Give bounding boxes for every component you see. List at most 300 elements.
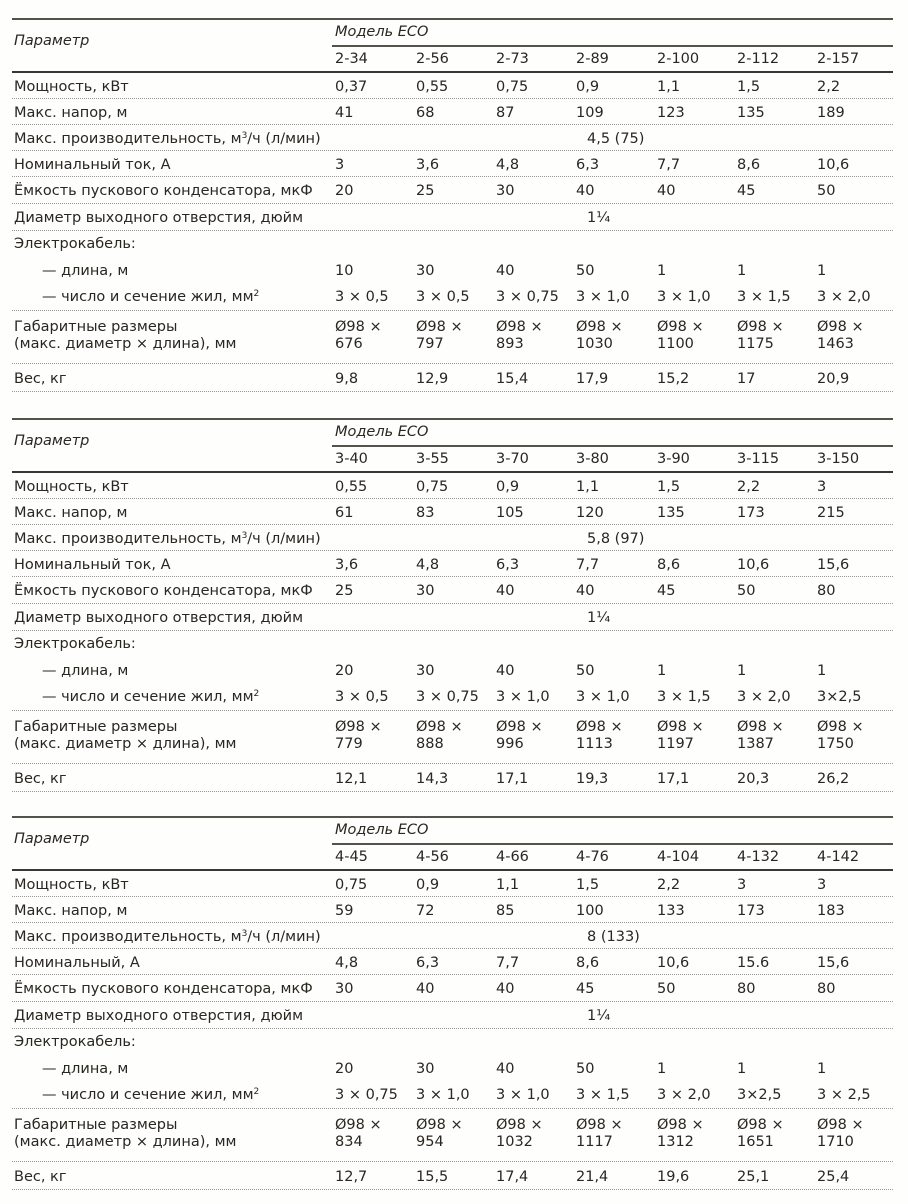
row-label <box>14 130 321 148</box>
model-column-header: 3-115 <box>737 451 780 467</box>
row-value: 17,1 <box>496 771 529 787</box>
header-bottom-rule <box>12 71 893 73</box>
row-value <box>657 1117 704 1151</box>
superscript: 2 <box>253 289 260 299</box>
row-value: 17,9 <box>576 371 609 387</box>
value-line: Ø98 × <box>496 1117 543 1133</box>
value-line: Ø98 × <box>817 719 864 735</box>
row-value: 1,5 <box>657 479 681 495</box>
label-text: — число и сечение жил, мм <box>42 689 254 705</box>
row-value: 6,3 <box>576 157 600 173</box>
row-divider <box>12 763 893 764</box>
row-label: — длина, м <box>42 1061 129 1077</box>
row-label: Номинальный ток, А <box>14 157 171 173</box>
row-value: 3 × 1,0 <box>496 689 550 705</box>
row-value: 0,55 <box>416 79 449 95</box>
row-label: Мощность, кВт <box>14 79 129 95</box>
row-value: 83 <box>416 505 435 521</box>
row-value: 3×2,5 <box>737 1087 782 1103</box>
row-value: 30 <box>335 981 354 997</box>
row-value <box>576 719 623 753</box>
row-value: 8,6 <box>737 157 761 173</box>
value-line: Ø98 × <box>416 1117 463 1133</box>
header-bottom-rule <box>12 471 893 473</box>
row-value: 105 <box>496 505 524 521</box>
row-value: 3 × 0,75 <box>416 689 479 705</box>
row-value: 10,6 <box>657 955 690 971</box>
row-value: 0,75 <box>496 79 529 95</box>
row-value: 4,8 <box>496 157 520 173</box>
row-value: 2,2 <box>817 79 841 95</box>
row-value: 30 <box>416 663 435 679</box>
value-line: Ø98 × <box>817 319 864 335</box>
row-value: 1 <box>657 1061 667 1077</box>
model-column-header: 4-66 <box>496 849 529 865</box>
value-line: Ø98 × <box>576 719 623 735</box>
row-value: 1,5 <box>737 79 761 95</box>
row-label <box>14 928 321 946</box>
row-value: 7,7 <box>496 955 520 971</box>
row-value: 189 <box>817 105 845 121</box>
row-value <box>496 319 543 353</box>
row-value: 0,9 <box>496 479 520 495</box>
row-value <box>817 719 864 753</box>
row-value: 1,5 <box>576 877 600 893</box>
row-value: 50 <box>576 1061 595 1077</box>
row-divider <box>12 896 893 897</box>
row-value: 12,7 <box>335 1169 368 1185</box>
row-value: 109 <box>576 105 604 121</box>
row-value: 50 <box>576 263 595 279</box>
row-label: Макс. напор, м <box>14 105 128 121</box>
row-value: 10,6 <box>817 157 850 173</box>
row-value: 1 <box>657 263 667 279</box>
label-text: /ч (л/мин) <box>247 531 321 547</box>
parameter-header: Параметр <box>14 433 90 449</box>
model-header-rule <box>332 45 893 47</box>
row-value: 3 × 2,0 <box>737 689 791 705</box>
model-column-header: 2-100 <box>657 51 700 67</box>
row-divider <box>12 630 893 631</box>
row-label <box>14 319 236 353</box>
row-value <box>335 319 382 353</box>
row-value: 120 <box>576 505 604 521</box>
label-text: Макс. производительность, м <box>14 531 242 547</box>
row-value: 40 <box>496 583 515 599</box>
value-line: Ø98 × <box>737 319 784 335</box>
row-value: 183 <box>817 903 845 919</box>
row-value: 85 <box>496 903 515 919</box>
row-value-span: 4,5 (75) <box>587 131 645 147</box>
row-value <box>576 1117 623 1151</box>
label-line: (макс. диаметр × длина), мм <box>14 336 237 352</box>
spec-table <box>12 418 893 798</box>
row-value: 3 × 0,5 <box>416 289 470 305</box>
row-value: 3×2,5 <box>817 689 862 705</box>
row-value: 15,6 <box>817 955 850 971</box>
row-value: 30 <box>496 183 515 199</box>
value-line: Ø98 × <box>817 1117 864 1133</box>
row-value: 50 <box>817 183 836 199</box>
label-text: /ч (л/мин) <box>247 131 321 147</box>
value-line: 1651 <box>737 1134 774 1150</box>
table-top-rule <box>12 418 893 420</box>
row-value: 15,6 <box>817 557 850 573</box>
row-label: Вес, кг <box>14 371 67 387</box>
row-value: 173 <box>737 903 765 919</box>
row-value: 87 <box>496 105 515 121</box>
row-value: 30 <box>416 583 435 599</box>
row-label: Ёмкость пускового конденсатора, мкФ <box>14 583 313 599</box>
row-value: 6,3 <box>496 557 520 573</box>
row-value: 1 <box>817 263 827 279</box>
row-value: 1 <box>657 663 667 679</box>
value-line: 1030 <box>576 336 613 352</box>
row-value <box>335 1117 382 1151</box>
row-value: 45 <box>737 183 756 199</box>
value-line: 1750 <box>817 736 854 752</box>
row-value: 80 <box>817 981 836 997</box>
row-divider <box>12 576 893 577</box>
row-value: 3 × 2,0 <box>657 1087 711 1103</box>
row-value: 6,3 <box>416 955 440 971</box>
model-group-header: Модель ECO <box>335 822 429 838</box>
row-label <box>14 1117 236 1151</box>
row-value: 40 <box>496 981 515 997</box>
value-line: Ø98 × <box>657 319 704 335</box>
row-value: 3 × 1,5 <box>737 289 791 305</box>
row-label <box>14 719 236 753</box>
row-value: 135 <box>657 505 685 521</box>
row-divider <box>12 550 893 551</box>
row-value: 3 × 2,5 <box>817 1087 871 1103</box>
row-value: 26,2 <box>817 771 850 787</box>
row-value: 0,75 <box>335 877 368 893</box>
row-value: 40 <box>496 1061 515 1077</box>
row-value: 1 <box>737 263 747 279</box>
model-header-rule <box>332 445 893 447</box>
row-value: 3 × 2,0 <box>817 289 871 305</box>
row-value: 3 × 1,0 <box>496 1087 550 1103</box>
spec-table <box>12 18 893 398</box>
row-label <box>42 688 259 706</box>
row-value <box>416 1117 463 1151</box>
row-value: 14,3 <box>416 771 449 787</box>
row-value: 3 × 1,0 <box>576 689 630 705</box>
row-value: 100 <box>576 903 604 919</box>
value-line: Ø98 × <box>576 319 623 335</box>
row-value: 30 <box>416 263 435 279</box>
row-value: 0,9 <box>416 877 440 893</box>
row-value: 80 <box>737 981 756 997</box>
model-column-header: 4-76 <box>576 849 609 865</box>
row-divider <box>12 791 893 792</box>
row-label: — длина, м <box>42 263 129 279</box>
model-column-header: 2-56 <box>416 51 449 67</box>
row-value <box>335 719 382 753</box>
row-label: Макс. напор, м <box>14 903 128 919</box>
row-label: Диаметр выходного отверстия, дюйм <box>14 610 304 626</box>
value-line: 893 <box>496 336 524 352</box>
row-value: 20 <box>335 183 354 199</box>
label-text: Макс. производительность, м <box>14 131 242 147</box>
value-line: 1032 <box>496 1134 533 1150</box>
value-line: 1312 <box>657 1134 694 1150</box>
row-value: 40 <box>416 981 435 997</box>
row-value: 3,6 <box>335 557 359 573</box>
label-line: (макс. диаметр × длина), мм <box>14 736 237 752</box>
row-value: 17,4 <box>496 1169 529 1185</box>
row-label: Вес, кг <box>14 771 67 787</box>
model-column-header: 4-142 <box>817 849 860 865</box>
row-label: Диаметр выходного отверстия, дюйм <box>14 1008 304 1024</box>
spec-table <box>12 816 893 1196</box>
row-value: 12,9 <box>416 371 449 387</box>
value-line: Ø98 × <box>576 1117 623 1133</box>
row-divider <box>12 176 893 177</box>
row-value: 3 × 1,5 <box>657 689 711 705</box>
value-line: 1197 <box>657 736 694 752</box>
superscript: 3 <box>241 531 248 541</box>
model-column-header: 2-157 <box>817 51 860 67</box>
value-line: 1387 <box>737 736 774 752</box>
row-value: 45 <box>576 981 595 997</box>
row-value: 3,6 <box>416 157 440 173</box>
row-value: 40 <box>496 663 515 679</box>
row-value: 1 <box>737 1061 747 1077</box>
row-value: 3 × 1,5 <box>576 1087 630 1103</box>
model-column-header: 4-45 <box>335 849 368 865</box>
row-value: 50 <box>657 981 676 997</box>
row-value: 3 × 1,0 <box>576 289 630 305</box>
label-line: Габаритные размеры <box>14 319 178 335</box>
model-column-header: 2-73 <box>496 51 529 67</box>
row-label: Ёмкость пускового конденсатора, мкФ <box>14 981 313 997</box>
value-line: 954 <box>416 1134 444 1150</box>
row-value: 3 × 0,75 <box>496 289 559 305</box>
value-line: 797 <box>416 336 444 352</box>
row-value: 40 <box>496 263 515 279</box>
row-value <box>496 719 543 753</box>
superscript: 3 <box>241 131 248 141</box>
row-value: 3 × 0,5 <box>335 689 389 705</box>
row-value: 10,6 <box>737 557 770 573</box>
row-label: Электрокабель: <box>14 636 136 652</box>
value-line: Ø98 × <box>496 719 543 735</box>
row-value: 20,3 <box>737 771 770 787</box>
row-value: 135 <box>737 105 765 121</box>
value-line: 1175 <box>737 336 774 352</box>
row-divider <box>12 974 893 975</box>
row-value: 19,3 <box>576 771 609 787</box>
row-value: 21,4 <box>576 1169 609 1185</box>
row-label <box>14 530 321 548</box>
row-label: Номинальный, А <box>14 955 140 971</box>
row-value: 19,6 <box>657 1169 690 1185</box>
row-divider <box>12 1001 893 1002</box>
row-value: 2,2 <box>657 877 681 893</box>
row-value: 45 <box>657 583 676 599</box>
header-bottom-rule <box>12 869 893 871</box>
row-value: 0,55 <box>335 479 368 495</box>
row-value: 123 <box>657 105 685 121</box>
row-divider <box>12 391 893 392</box>
row-value: 25 <box>416 183 435 199</box>
row-value: 20,9 <box>817 371 850 387</box>
row-value: 215 <box>817 505 845 521</box>
row-value <box>496 1117 543 1151</box>
row-value-span: 1¼ <box>587 610 611 626</box>
row-label: Ёмкость пускового конденсатора, мкФ <box>14 183 313 199</box>
model-column-header: 3-70 <box>496 451 529 467</box>
value-line: 1710 <box>817 1134 854 1150</box>
row-value: 72 <box>416 903 435 919</box>
value-line: Ø98 × <box>335 719 382 735</box>
row-divider <box>12 524 893 525</box>
row-label: Диаметр выходного отверстия, дюйм <box>14 210 304 226</box>
row-value: 41 <box>335 105 354 121</box>
row-value: 15,4 <box>496 371 529 387</box>
label-text: Макс. производительность, м <box>14 929 242 945</box>
row-value: 3 × 0,75 <box>335 1087 398 1103</box>
parameter-header: Параметр <box>14 33 90 49</box>
row-value: 3 <box>817 877 827 893</box>
row-value: 1,1 <box>657 79 681 95</box>
row-value: 25,1 <box>737 1169 770 1185</box>
row-divider <box>12 150 893 151</box>
model-column-header: 3-40 <box>335 451 368 467</box>
table-top-rule <box>12 18 893 20</box>
row-value: 80 <box>817 583 836 599</box>
row-value <box>737 1117 784 1151</box>
label-line: Габаритные размеры <box>14 719 178 735</box>
row-value: 50 <box>737 583 756 599</box>
row-value: 20 <box>335 1061 354 1077</box>
value-line: Ø98 × <box>737 719 784 735</box>
row-value: 3 <box>335 157 345 173</box>
label-text: /ч (л/мин) <box>247 929 321 945</box>
row-label: Мощность, кВт <box>14 877 129 893</box>
row-value: 7,7 <box>576 557 600 573</box>
row-value: 25 <box>335 583 354 599</box>
superscript: 3 <box>241 929 248 939</box>
row-value: 20 <box>335 663 354 679</box>
row-value: 173 <box>737 505 765 521</box>
value-line: Ø98 × <box>335 319 382 335</box>
row-value: 9,8 <box>335 371 359 387</box>
row-value: 2,2 <box>737 479 761 495</box>
row-value: 59 <box>335 903 354 919</box>
row-value: 3 <box>817 479 827 495</box>
row-value <box>576 319 623 353</box>
model-column-header: 3-55 <box>416 451 449 467</box>
row-divider <box>12 1189 893 1190</box>
label-text: — число и сечение жил, мм <box>42 1087 254 1103</box>
row-value-span: 1¼ <box>587 210 611 226</box>
row-value: 7,7 <box>657 157 681 173</box>
row-value: 0,9 <box>576 79 600 95</box>
row-divider <box>12 1161 893 1162</box>
row-value: 4,8 <box>416 557 440 573</box>
row-value: 1,1 <box>576 479 600 495</box>
row-value: 30 <box>416 1061 435 1077</box>
row-divider <box>12 363 893 364</box>
row-value: 50 <box>576 663 595 679</box>
row-value: 61 <box>335 505 354 521</box>
model-column-header: 2-34 <box>335 51 368 67</box>
value-line: Ø98 × <box>496 319 543 335</box>
row-value-span: 8 (133) <box>587 929 640 945</box>
value-line: Ø98 × <box>737 1117 784 1133</box>
model-column-header: 3-150 <box>817 451 860 467</box>
value-line: Ø98 × <box>657 719 704 735</box>
row-value: 17 <box>737 371 756 387</box>
table-top-rule <box>12 816 893 818</box>
row-divider <box>12 710 893 711</box>
row-value: 40 <box>657 183 676 199</box>
row-divider <box>12 230 893 231</box>
value-line: Ø98 × <box>657 1117 704 1133</box>
row-value: 15,5 <box>416 1169 449 1185</box>
row-value: 15.6 <box>737 955 770 971</box>
value-line: 1100 <box>657 336 694 352</box>
row-value: 1,1 <box>496 877 520 893</box>
row-value: 1 <box>737 663 747 679</box>
row-divider <box>12 922 893 923</box>
row-value <box>416 319 463 353</box>
row-value <box>737 719 784 753</box>
row-label: Вес, кг <box>14 1169 67 1185</box>
row-value-span: 1¼ <box>587 1008 611 1024</box>
value-line: 1463 <box>817 336 854 352</box>
row-divider <box>12 948 893 949</box>
row-label: Мощность, кВт <box>14 479 129 495</box>
row-value: 3 × 1,0 <box>416 1087 470 1103</box>
row-value: 68 <box>416 105 435 121</box>
row-value: 8,6 <box>576 955 600 971</box>
value-line: 1117 <box>576 1134 613 1150</box>
row-divider <box>12 498 893 499</box>
row-label <box>42 288 259 306</box>
value-line: 834 <box>335 1134 363 1150</box>
value-line: Ø98 × <box>416 319 463 335</box>
parameter-header: Параметр <box>14 831 90 847</box>
row-divider <box>12 1108 893 1109</box>
row-label <box>42 1086 259 1104</box>
row-label: — длина, м <box>42 663 129 679</box>
row-value: 133 <box>657 903 685 919</box>
row-value: 1 <box>817 663 827 679</box>
row-value: 0,75 <box>416 479 449 495</box>
label-line: Габаритные размеры <box>14 1117 178 1133</box>
row-label: Электрокабель: <box>14 1034 136 1050</box>
value-line: 676 <box>335 336 363 352</box>
row-divider <box>12 203 893 204</box>
model-column-header: 4-104 <box>657 849 700 865</box>
row-value <box>657 319 704 353</box>
row-value <box>817 1117 864 1151</box>
row-value: 8,6 <box>657 557 681 573</box>
value-line: Ø98 × <box>335 1117 382 1133</box>
value-line: Ø98 × <box>416 719 463 735</box>
model-column-header: 3-90 <box>657 451 690 467</box>
row-value: 3 × 1,0 <box>657 289 711 305</box>
row-value: 3 × 0,5 <box>335 289 389 305</box>
model-header-rule <box>332 843 893 845</box>
row-divider <box>12 1028 893 1029</box>
model-column-header: 3-80 <box>576 451 609 467</box>
row-value <box>416 719 463 753</box>
